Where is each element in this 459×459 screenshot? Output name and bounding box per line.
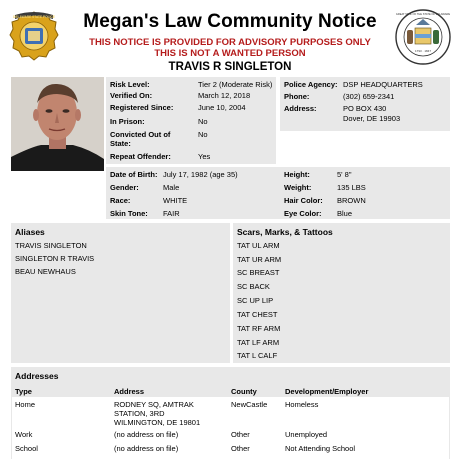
in-prison-value: No	[198, 117, 208, 126]
hair-color-value: BROWN	[337, 196, 366, 205]
address-row-county: NewCastle	[231, 400, 268, 409]
verified-value: March 12, 2018	[198, 91, 251, 100]
address-col-county: County	[231, 387, 257, 396]
weight-label: Weight:	[284, 183, 312, 192]
address-row-type: School	[15, 444, 38, 453]
phone-value: (302) 659-2341	[343, 92, 395, 101]
convicted-value: No	[198, 130, 208, 139]
address-row-line2: STATION, 3RD	[114, 409, 165, 418]
risk-level-label: Risk Level:	[110, 80, 150, 89]
gender-value: Male	[163, 183, 180, 192]
person-photo-icon	[11, 77, 104, 171]
scar-item: TAT LF ARM	[237, 338, 280, 347]
address-row-county: Other	[231, 430, 250, 439]
registered-label: Registered Since:	[110, 103, 174, 112]
height-value: 5' 8"	[337, 170, 352, 179]
svg-text:1793 · 1847: 1793 · 1847	[414, 49, 432, 53]
dob-value: July 17, 1982 (age 35)	[163, 170, 238, 179]
height-label: Height:	[284, 170, 310, 179]
address-row-line3: WILMINGTON, DE 19801	[114, 418, 201, 427]
skin-tone-label: Skin Tone:	[110, 209, 148, 218]
address-col-address: Address	[114, 387, 145, 396]
police-agency-label: Police Agency:	[284, 80, 338, 89]
verified-label: Verified On:	[110, 91, 153, 100]
address-label: Address:	[284, 104, 317, 113]
hair-color-label: Hair Color:	[284, 196, 323, 205]
eye-color-label: Eye Color:	[284, 209, 322, 218]
repeat-offender-value: Yes	[198, 152, 211, 161]
scar-item: SC UP LIP	[237, 296, 274, 305]
svg-text:GREAT SEAL OF THE STATE OF DEL: GREAT SEAL OF THE STATE OF DELAWARE	[395, 13, 451, 16]
scar-item: TAT UR ARM	[237, 255, 282, 264]
address-row-line1: (no address on file)	[114, 430, 179, 439]
in-prison-label: In Prison:	[110, 117, 145, 126]
scar-item: TAT CHEST	[237, 310, 278, 319]
convicted-label-state: State:	[110, 139, 131, 148]
agency-address-line2: Dover, DE 19903	[343, 114, 401, 123]
address-row-employer: Not Attending School	[285, 444, 356, 453]
gender-label: Gender:	[110, 183, 139, 192]
convicted-label: Convicted Out of	[110, 130, 171, 139]
alias-item: BEAU NEWHAUS	[15, 267, 76, 276]
eye-color-value: Blue	[337, 209, 353, 218]
address-col-employer: Development/Employer	[285, 387, 369, 396]
addresses-title: Addresses	[15, 371, 59, 381]
address-col-type: Type	[15, 387, 32, 396]
weight-value: 135 LBS	[337, 183, 366, 192]
race-label: Race:	[110, 196, 131, 205]
race-value: WHITE	[163, 196, 188, 205]
repeat-offender-label: Repeat Offender:	[110, 152, 171, 161]
notice-header	[0, 0, 459, 80]
not-wanted-warning: THIS IS NOT A WANTED PERSON	[154, 48, 306, 59]
offender-photo	[11, 77, 104, 171]
personal-details-panel	[106, 167, 450, 219]
alias-item: SINGLETON R TRAVIS	[15, 254, 95, 263]
address-row-line1: RODNEY SQ, AMTRAK	[114, 400, 194, 409]
scar-item: SC BREAST	[237, 268, 280, 277]
address-row-line1: (no address on file)	[114, 444, 179, 453]
registered-value: June 10, 2004	[198, 103, 246, 112]
advisory-warning: THIS NOTICE IS PROVIDED FOR ADVISORY PURPOSES ONLY	[89, 37, 371, 48]
address-row-type: Home	[15, 400, 36, 409]
phone-label: Phone:	[284, 92, 310, 101]
scar-item: TAT UL ARM	[237, 241, 280, 250]
agency-address-line1: PO BOX 430	[343, 104, 387, 113]
scar-item: TAT RF ARM	[237, 324, 281, 333]
aliases-title: Aliases	[15, 227, 45, 237]
risk-level-value: Tier 2 (Moderate Risk)	[198, 80, 273, 89]
address-row-employer: Unemployed	[285, 430, 328, 439]
dob-label: Date of Birth:	[110, 170, 158, 179]
scar-item: TAT L CALF	[237, 351, 278, 360]
svg-text:DELAWARE STATE POLICE: DELAWARE STATE POLICE	[13, 15, 55, 19]
scar-item: SC BACK	[237, 282, 270, 291]
address-row-type: Work	[15, 430, 33, 439]
police-badge-icon	[9, 10, 59, 62]
skin-tone-value: FAIR	[163, 209, 180, 218]
offender-name: TRAVIS R SINGLETON	[168, 61, 292, 73]
state-seal-icon	[394, 8, 452, 66]
address-row-county: Other	[231, 444, 250, 453]
alias-item: TRAVIS SINGLETON	[15, 241, 87, 250]
page-title: Megan's Law Community Notice	[83, 11, 377, 32]
address-row-employer: Homeless	[285, 400, 319, 409]
police-agency-value: DSP HEADQUARTERS	[343, 80, 423, 89]
scars-title: Scars, Marks, & Tattoos	[237, 227, 333, 237]
